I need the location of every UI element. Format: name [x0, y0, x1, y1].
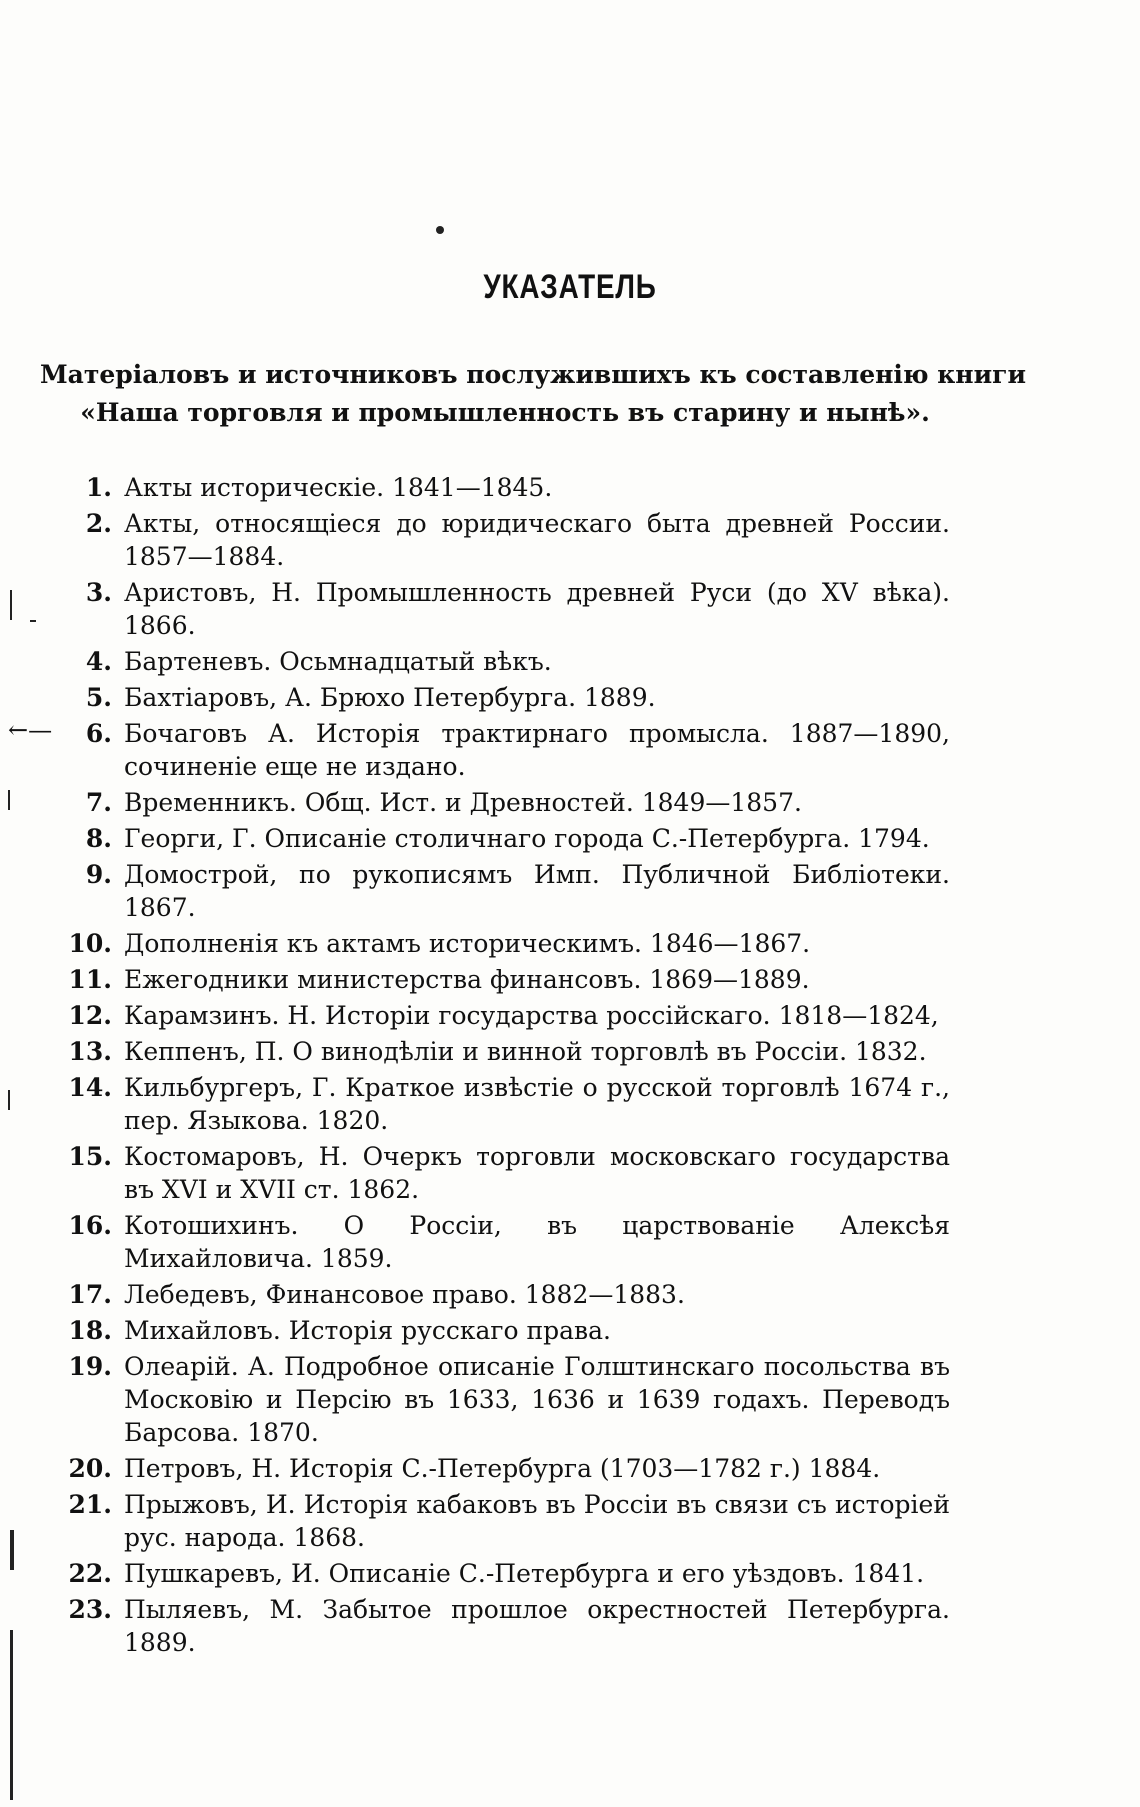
entry-text: Костомаровъ, Н. Очеркъ торговли московскаго государства въ XVI и XVII ст. 1862. [124, 1142, 950, 1204]
entry-number: 12. [68, 1001, 112, 1030]
entry-text: Акты историческіе. 1841—1845. [124, 473, 553, 502]
list-item [30, 822, 950, 855]
entry-number: 5. [85, 683, 112, 712]
entry-text: Акты, относящіеся до юридическаго быта древней России. 1857—1884. [124, 509, 950, 571]
entry-number: 18. [68, 1316, 112, 1345]
entry-text: Лебедевъ, Финансовое право. 1882—1883. [124, 1280, 685, 1309]
entry-text: Временникъ. Общ. Ист. и Древностей. 1849—1857. [124, 788, 802, 817]
list-item [30, 1314, 950, 1347]
entry-text: Ежегодники министерства финансовъ. 1869—1889. [124, 965, 810, 994]
subtitle [40, 356, 1027, 432]
subtitle-line-2: «Наша торговля и промышленность въ старину и нынѣ». [80, 398, 930, 427]
page-dot [436, 226, 444, 234]
entry-number: 11. [68, 965, 112, 994]
list-item [30, 576, 950, 642]
entry-text: Кильбургеръ, Г. Краткое извѣстіе о русской торговлѣ 1674 г., пер. Языкова. 1820. [124, 1073, 950, 1135]
entry-list [30, 471, 950, 1662]
list-item [30, 858, 950, 924]
entry-number: 19. [68, 1352, 112, 1381]
margin-mark [8, 790, 10, 810]
entry-text: Кеппенъ, П. О винодѣліи и винной торговлѣ въ Россіи. 1832. [124, 1037, 927, 1066]
entry-number: 10. [68, 929, 112, 958]
list-item [30, 717, 950, 783]
entry-text: Михайловъ. Исторія русскаго права. [124, 1316, 611, 1345]
page-title: УКАЗАТЕЛЬ [483, 268, 657, 306]
list-item [30, 963, 950, 996]
entry-text: Олеарій. А. Подробное описаніе Голштинскаго посольства въ Московію и Персію въ 1633, 1636 и 1639 годахъ. Переводъ Барсова. 1870. [124, 1352, 950, 1447]
entry-text: Карамзинъ. Н. Исторіи государства россійскаго. 1818—1824, [124, 1001, 939, 1030]
entry-number: 16. [68, 1211, 112, 1240]
entry-number: 1. [85, 473, 112, 502]
entry-text: Домострой, по рукописямъ Имп. Публичной Библіотеки. 1867. [124, 860, 950, 922]
entry-text: Прыжовъ, И. Исторія кабаковъ въ Россіи въ связи съ исторіей рус. народа. 1868. [124, 1490, 950, 1552]
entry-text: Бартеневъ. Осьмнадцатый вѣкъ. [124, 647, 552, 676]
entry-text: Пушкаревъ, И. Описаніе С.-Петербурга и его уѣздовъ. 1841. [124, 1559, 925, 1588]
entry-text: Пыляевъ, М. Забытое прошлое окрестностей Петербурга. 1889. [124, 1595, 950, 1657]
entry-number: 22. [68, 1559, 112, 1588]
entry-text: Георги, Г. Описаніе столичнаго города С.-Петербурга. 1794. [124, 824, 930, 853]
list-item [30, 786, 950, 819]
entry-number: 20. [68, 1454, 112, 1483]
list-item [30, 507, 950, 573]
entry-number: 9. [85, 860, 112, 889]
entry-number: 13. [68, 1037, 112, 1066]
entry-number: 15. [68, 1142, 112, 1171]
list-item [30, 1593, 950, 1659]
list-item [30, 1557, 950, 1590]
list-item [30, 1035, 950, 1068]
margin-mark [10, 1530, 14, 1570]
list-item [30, 1209, 950, 1275]
margin-arrow: ←— [8, 716, 53, 744]
entry-text: Петровъ, Н. Исторія С.-Петербурга (1703—1782 г.) 1884. [124, 1454, 881, 1483]
list-item [30, 1278, 950, 1311]
entry-number: 7. [85, 788, 112, 817]
entry-text: Бочаговъ А. Исторія трактирнаго промысла. 1887—1890, сочиненіе еще не издано. [124, 719, 950, 781]
entry-text: Дополненія къ актамъ историческимъ. 1846—1867. [124, 929, 811, 958]
subtitle-line-1: Матеріаловъ и источниковъ послужившихъ къ составленію книги [40, 360, 1027, 389]
list-item [30, 1071, 950, 1137]
list-item [30, 471, 950, 504]
margin-mark [8, 1090, 10, 1110]
list-item [30, 999, 950, 1032]
list-item [30, 681, 950, 714]
entry-text: Аристовъ, Н. Промышленность древней Руси (до XV вѣка). 1866. [124, 578, 950, 640]
entry-number: 8. [85, 824, 112, 853]
entry-number: 14. [68, 1073, 112, 1102]
entry-number: 23. [68, 1595, 112, 1624]
list-item [30, 1452, 950, 1485]
entry-number: 2. [85, 509, 112, 538]
list-item [30, 1350, 950, 1449]
entry-number: 21. [68, 1490, 112, 1519]
list-item [30, 1488, 950, 1554]
list-item [30, 645, 950, 678]
entry-number: 4. [85, 647, 112, 676]
margin-mark [10, 1630, 13, 1800]
entry-text: Котошихинъ. О Россіи, въ царствованіе Алексѣя Михайловича. 1859. [124, 1211, 950, 1273]
list-item [30, 927, 950, 960]
margin-mark [10, 590, 12, 620]
entry-text: Бахтіаровъ, А. Брюхо Петербурга. 1889. [124, 683, 656, 712]
entry-number: 6. [85, 719, 112, 748]
list-item [30, 1140, 950, 1206]
entry-number: 3. [85, 578, 112, 607]
entry-number: 17. [68, 1280, 112, 1309]
